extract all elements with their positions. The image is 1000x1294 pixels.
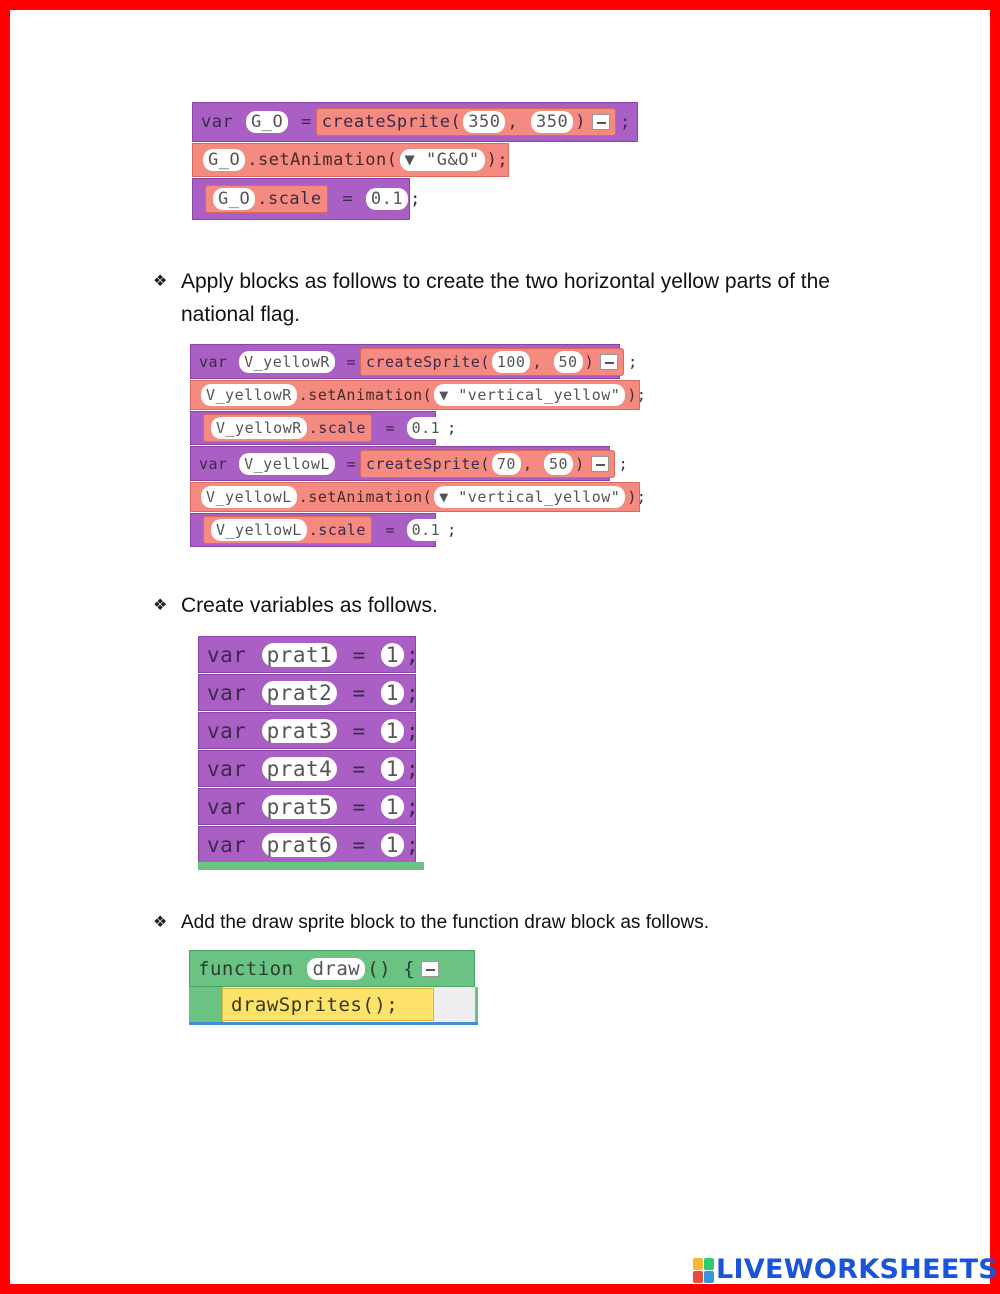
function-name: draw <box>307 958 365 980</box>
object-name: V_yellowR <box>201 384 297 406</box>
scale-yellowr-line <box>190 411 457 445</box>
variable-value: 1 <box>381 719 404 743</box>
function-keyword: function <box>198 957 294 980</box>
semicolon: ; <box>410 189 421 209</box>
scale-value: 0.1 <box>407 519 446 541</box>
set-animation-yellowr-line <box>190 380 647 410</box>
instruction-create-variables <box>153 589 881 622</box>
equals-sign: = <box>352 718 366 743</box>
create-sprite-call <box>360 450 615 478</box>
close-paren: ) <box>575 454 585 473</box>
property-name: .scale <box>257 189 322 209</box>
property-name: .scale <box>308 521 366 539</box>
method-name: .setAnimation( <box>247 150 398 170</box>
comma: , <box>532 352 542 371</box>
scale-go-line <box>192 178 421 220</box>
var-prat4-line <box>198 750 420 787</box>
var-keyword: var <box>207 680 247 705</box>
var-keyword: var <box>207 642 247 667</box>
var-keyword: var <box>207 794 247 819</box>
equals-sign: = <box>385 419 396 437</box>
var-go-line <box>192 102 638 142</box>
equals-sign: = <box>346 352 356 371</box>
var-prat6-line <box>198 826 420 863</box>
draw-sprites-call <box>222 988 434 1021</box>
set-animation-go-line <box>192 143 509 177</box>
bullet-icon: ❖ <box>153 273 168 290</box>
arg-x: 70 <box>492 453 521 475</box>
scale-value: 0.1 <box>407 417 446 439</box>
animation-dropdown: ▼ "vertical_yellow" <box>434 384 625 406</box>
arg-x: 350 <box>463 111 505 133</box>
comma: , <box>507 112 519 132</box>
green-stack-base <box>198 862 424 870</box>
create-sprite-call <box>360 348 624 376</box>
semicolon: ; <box>447 419 457 437</box>
var-yellowr-line <box>190 344 638 379</box>
semicolon: ; <box>447 521 457 539</box>
close-paren: ); <box>486 150 509 170</box>
bullet-icon: ❖ <box>153 597 168 614</box>
scale-value: 0.1 <box>366 188 408 210</box>
instruction-text: Create variables as follows. <box>181 594 438 617</box>
arg-x: 100 <box>492 351 531 373</box>
var-keyword: var <box>201 112 234 132</box>
close-paren: ); <box>627 386 647 404</box>
equals-sign: = <box>346 454 356 473</box>
semicolon: ; <box>405 832 420 857</box>
variable-name: prat1 <box>262 643 338 667</box>
semicolon: ; <box>618 454 629 473</box>
collapse-icon <box>591 456 609 472</box>
object-name: V_yellowL <box>201 486 297 508</box>
var-yellowl-line <box>190 446 629 481</box>
scale-yellowl-line <box>190 513 457 547</box>
var-prat1-line <box>198 636 420 673</box>
variable-name: V_yellowL <box>239 453 335 475</box>
var-prat5-line <box>198 788 420 825</box>
semicolon: ; <box>405 642 420 667</box>
comma: , <box>522 454 533 473</box>
parens: () <box>367 957 392 980</box>
method-name: .setAnimation( <box>298 488 433 506</box>
create-sprite-call <box>316 108 616 136</box>
function-name: createSprite( <box>365 352 490 371</box>
equals-sign: = <box>352 642 366 667</box>
variable-name: G_O <box>246 111 288 133</box>
semicolon: ; <box>628 352 638 371</box>
var-prat2-line <box>198 674 420 711</box>
var-keyword: var <box>207 718 247 743</box>
variable-name: prat3 <box>262 719 338 743</box>
close-paren: ); <box>627 488 647 506</box>
semicolon: ; <box>405 794 420 819</box>
var-keyword: var <box>199 454 228 473</box>
instruction-text: Add the draw sprite block to the function draw block as follows. <box>181 912 710 933</box>
collapse-icon <box>421 961 439 977</box>
collapse-icon <box>600 354 618 370</box>
scale-property <box>203 516 372 544</box>
close-paren: ) <box>584 352 595 371</box>
semicolon: ; <box>405 680 420 705</box>
semicolon: ; <box>619 112 631 132</box>
property-name: .scale <box>308 419 366 437</box>
object-name: V_yellowR <box>211 417 307 439</box>
semicolon: ; <box>405 718 420 743</box>
set-animation-yellowl-line <box>190 482 647 512</box>
arg-y: 50 <box>554 351 583 373</box>
logo-text: LIVEWORKSHEETS <box>716 1254 999 1285</box>
variable-value: 1 <box>381 681 404 705</box>
variable-name: V_yellowR <box>239 351 335 373</box>
semicolon: ; <box>405 756 420 781</box>
equals-sign: = <box>352 756 366 781</box>
call-text: drawSprites(); <box>231 993 399 1016</box>
close-paren: ) <box>575 112 586 132</box>
scale-property <box>203 414 372 442</box>
object-name: G_O <box>213 188 255 210</box>
collapse-icon <box>592 114 610 130</box>
var-prat3-line <box>198 712 420 749</box>
logo-mark-icon <box>693 1258 713 1282</box>
instruction-draw-sprites <box>153 906 881 939</box>
animation-dropdown: ▼ "vertical_yellow" <box>434 486 625 508</box>
variable-name: prat2 <box>262 681 338 705</box>
variable-value: 1 <box>381 795 404 819</box>
equals-sign: = <box>342 189 354 209</box>
instruction-text: Apply blocks as follows to create the two horizontal yellow parts of the national flag. <box>181 270 830 326</box>
variable-value: 1 <box>381 757 404 781</box>
function-name: createSprite( <box>321 112 462 132</box>
function-name: createSprite( <box>365 454 490 473</box>
var-keyword: var <box>207 756 247 781</box>
liveworksheets-logo <box>693 1254 998 1285</box>
variable-name: prat5 <box>262 795 338 819</box>
variable-name: prat6 <box>262 833 338 857</box>
bullet-icon: ❖ <box>153 914 168 931</box>
arg-y: 50 <box>544 453 573 475</box>
equals-sign: = <box>352 680 366 705</box>
equals-sign: = <box>385 521 396 539</box>
method-name: .setAnimation( <box>298 386 433 404</box>
var-keyword: var <box>199 352 228 371</box>
object-name: V_yellowL <box>211 519 307 541</box>
function-draw-header <box>189 950 475 987</box>
scale-property <box>205 185 328 213</box>
variable-value: 1 <box>381 833 404 857</box>
open-brace: { <box>403 957 416 980</box>
var-keyword: var <box>207 832 247 857</box>
object-name: G_O <box>203 149 245 171</box>
equals-sign: = <box>352 794 366 819</box>
instruction-yellow-parts <box>153 265 881 331</box>
arg-y: 350 <box>531 111 573 133</box>
variable-value: 1 <box>381 643 404 667</box>
animation-dropdown: ▼ "G&O" <box>400 149 485 171</box>
equals-sign: = <box>352 832 366 857</box>
equals-sign: = <box>300 112 312 132</box>
variable-name: prat4 <box>262 757 338 781</box>
